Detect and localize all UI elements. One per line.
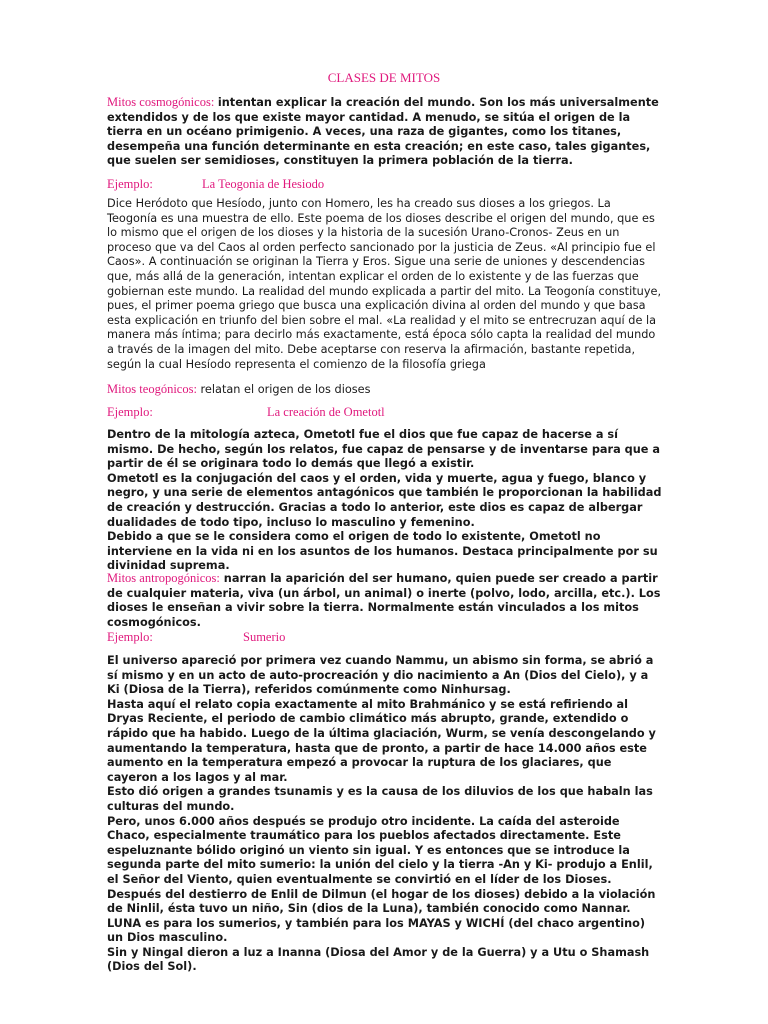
section-body [107,428,662,574]
example-label: Ejemplo: [107,405,153,419]
section-cosmogonicos [107,95,662,169]
section-label: Mitos teogónicos: [107,382,197,396]
section-body [107,654,662,975]
section-antropogonicos [107,571,662,630]
section-intro: narran la aparición del ser humano, quien puede ser creado a partir de cualquier materia, viva (un árbol, un animal) o inerte (polvo, lodo, arcilla, etc.). Los dioses le enseñan a vivir sobre la tierra. Normalmente están vinculados a los mitos cosmogónicos. [107,572,661,629]
example-heading [107,405,385,420]
example-heading [107,177,325,192]
example-title: Sumerio [243,630,286,644]
paragraph: Dice Heródoto que Hesíodo, junto con Homero, les ha creado sus dioses a los griegos. La Teogonía es una muestra de ello. Este poema de los dioses describe el origen del mundo, que es lo mismo que el origen de los dioses y la historia de la sucesión Urano-Cronos- Zeus en un proceso que va del Caos al orden perfecto sancionado por la justicia de Zeus. «Al principio fue el Caos». A continuación se originan la Tierra y Eros. Sigue una serie de uniones y descendencias que, más allá de la generación, intentan explicar el orden de lo existente y de las fuerzas que gobiernan este mundo. La realidad del mundo explicada a partir del mito. La Teogonía constituye, pues, el primer poema griego que busca una explicación divina al orden del mundo y que basa esta explicación en triunfo del bien sobre el mal. «La realidad y el mito se entrecruzan aquí de la manera más íntima; para decirlo más exactamente, está época sólo capta la realidad del mundo a través de la imagen del mito. Debe aceptarse con reserva la afirmación, bastante repetida, según la cual Hesíodo representa el comienzo de la filosofía griega [107,197,662,371]
paragraph: Dentro de la mitología azteca, Ometotl fue el dios que fue capaz de hacerse a sí mismo. De hecho, según los relatos, fue capaz de pensarse y de inventarse para que a partir de él se originara todo lo demás que llegó a existir. [107,428,661,471]
example-heading [107,630,286,645]
section-body [107,197,662,372]
paragraph: El universo apareció por primera vez cuando Nammu, un abismo sin forma, se abrió a sí mismo y en un acto de auto-procreación y dio nacimiento a An (Dios del Cielo), y a Ki (Diosa de la Tierra), referidos comúnmente como Ninhursag. [107,654,654,697]
document-title: CLASES DE MITOS [327,70,441,85]
section-intro: relatan el origen de los dioses [200,383,371,396]
paragraph: LUNA es para los sumerios, y también para los MAYAS y WICHÍ (del chaco argentino) un Dios masculino. [107,916,646,945]
paragraph: Hasta aquí el relato copia exactamente al mito Brahmánico y se está refiriendo al Dryas Reciente, el periodo de cambio climático más abrupto, grande, extendido o rápido que ha habido. Luego de la última glaciación, Wurm, se venía descongelando y aumentando la temperatura, hasta que de pronto, a partir de hace 14.000 años este aumento en la temperatura empezó a provocar la ruptura de los glaciares, que cayeron a los lagos y al mar. [107,697,656,784]
example-title: La creación de Ometotl [267,405,385,419]
paragraph: Esto dió origen a grandes tsunamis y es la causa de los diluvios de los que habaln las culturas del mundo. [107,785,653,813]
paragraph: Debido a que se le considera como el origen de todo lo existente, Ometotl no interviene en la vida ni en los asuntos de los humanos. Destaca principalmente por su divinidad suprema. [107,530,658,573]
section-teogonicos [107,382,662,398]
example-title: La Teogonia de Hesiodo [202,177,325,191]
paragraph: Pero, unos 6.000 años después se produjo otro incidente. La caída del asteroide Chaco, especialmente traumático para los pueblos afectados directamente. Este espeluznante bólido originó un viento sin igual. Y es entonces que se introduce la segunda parte del mito sumerio: la unión del cielo y la tierra -An y Ki- produjo a Enlil, el Señor del Viento, quien eventualmente se convirtió en el líder de los Dioses. [107,814,653,886]
paragraph: Después del destierro de Enlil de Dilmun (el hogar de los dioses) debido a la violación de Ninlil, ésta tuvo un niño, Sin (dios de la Luna), también conocido como Nannar. [107,887,656,916]
section-label: Mitos cosmogónicos: [107,95,215,109]
section-intro: intentan explicar la creación del mundo. Son los más universalmente extendidos y de los que existe mayor cantidad. A menudo, se sitúa el origen de la tierra en un océano primigenio. A veces, una raza de gigantes, como los titanes, desempeña una función determinante en esta creación; en este caso, tales gigantes, que suelen ser semidioses, constituyen la primera población de la tierra. [107,96,659,168]
paragraph: Sin y Ningal dieron a luz a Inanna (Diosa del Amor y de la Guerra) y a Utu o Shamash (Dios del Sol). [107,945,650,974]
example-label: Ejemplo: [107,630,153,644]
section-label: Mitos antropogónicos: [107,571,220,585]
paragraph: Ometotl es la conjugación del caos y el orden, vida y muerte, agua y fuego, blanco y negro, y una serie de elementos antagónicos que también le proporcionan la habilidad de creación y destrucción. Gracias a todo lo anterior, este dios es capaz de albergar dualidades de todo tipo, incluso lo masculino y femenino. [107,471,662,529]
example-label: Ejemplo: [107,177,153,191]
